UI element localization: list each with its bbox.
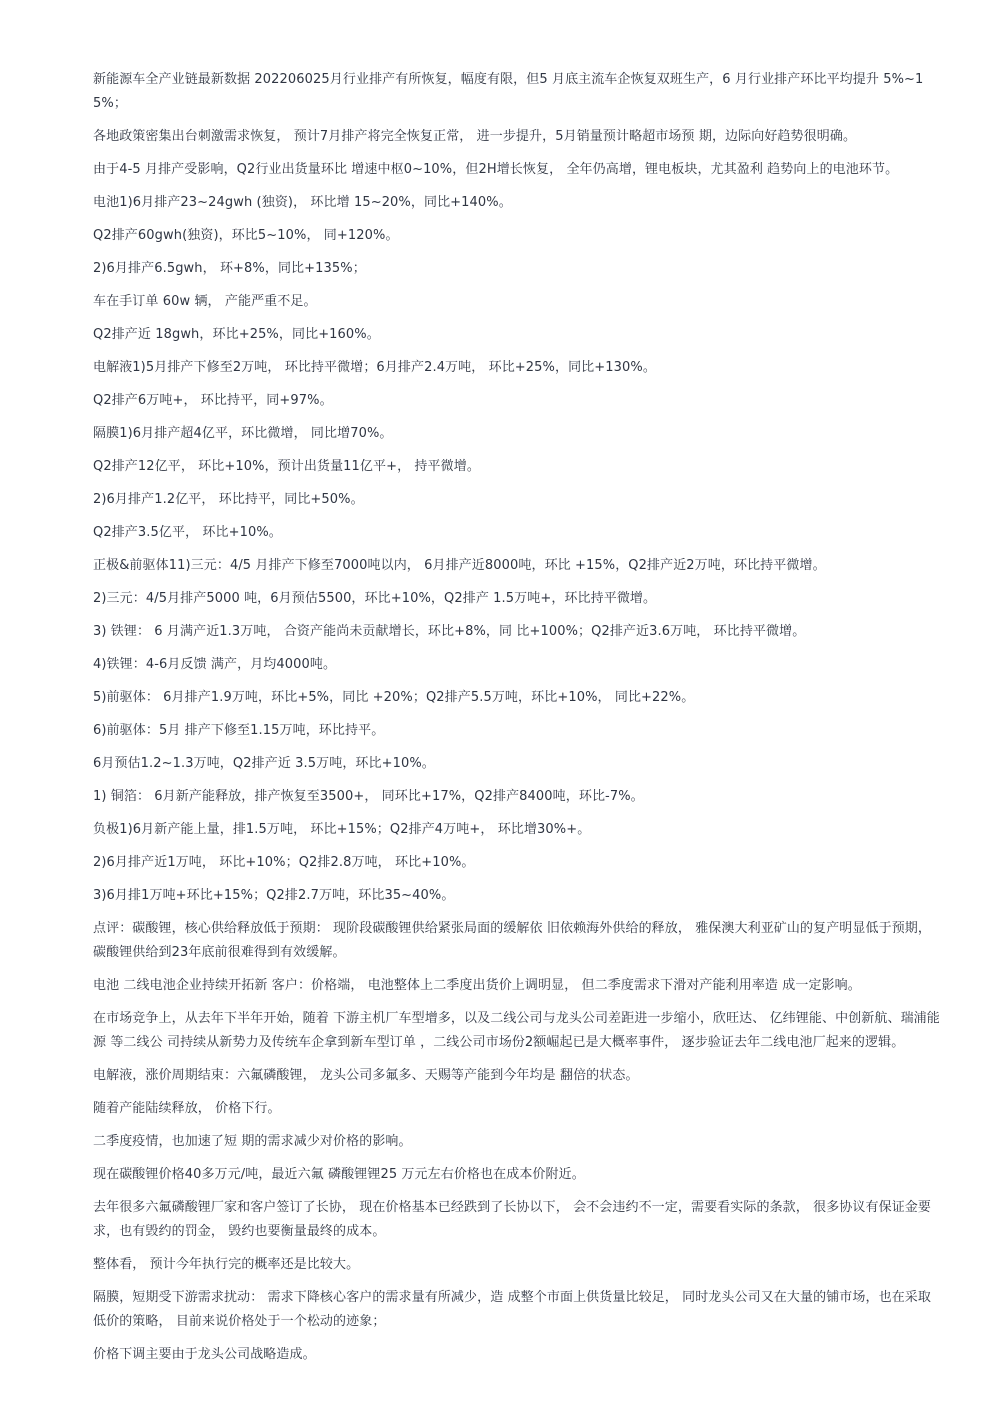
paragraph: 随着产能陆续释放， 价格下行。: [93, 1101, 281, 1116]
document-body: [93, 68, 943, 1376]
paragraph: 5)前驱体： 6月排产1.9万吨，环比+5%，同比 +20%；Q2排产5.5万吨，环比+10%， 同比+22%。: [93, 690, 695, 705]
paragraph: Q2排产12亿平， 环比+10%，预计出货量11亿平+， 持平微增。: [93, 459, 480, 474]
paragraph: 隔膜1)6月排产超4亿平，环比微增， 同比增70%。: [93, 426, 393, 441]
paragraph: Q2排产6万吨+， 环比持平，同+97%。: [93, 393, 333, 408]
paragraph: Q2排产60gwh(独资)，环比5~10%， 同+120%。: [93, 228, 399, 243]
paragraph: 隔膜，短期受下游需求扰动： 需求下降核心客户的需求量有所减少，造 成整个市面上供货量比较足， 同时龙头公司又在大量的铺市场，也在采取低价的策略， 目前来说价格处于一个松动的迹象；: [93, 1290, 931, 1329]
paragraph: 2)6月排产6.5gwh， 环+8%，同比+135%；: [93, 261, 366, 276]
paragraph: 电解液1)5月排产下修至2万吨， 环比持平微增；6月排产2.4万吨， 环比+25%，同比+130%。: [93, 360, 656, 375]
paragraph: 各地政策密集出台刺激需求恢复， 预计7月排产将完全恢复正常， 进一步提升，5月销量预计略超市场预 期，边际向好趋势很明确。: [93, 129, 857, 144]
paragraph: 4)铁锂：4-6月反馈 满产，月均4000吨。: [93, 657, 337, 672]
paragraph: 正极&前驱体11)三元：4/5 月排产下修至7000吨以内， 6月排产近8000吨，环比 +15%，Q2排产近2万吨，环比持平微增。: [93, 558, 826, 573]
paragraph: 点评：碳酸锂，核心供给释放低于预期： 现阶段碳酸锂供给紧张局面的缓解依 旧依赖海外供给的释放， 雅保澳大利亚矿山的复产明显低于预期，碳酸锂供给到23年底前很难得到有效缓解。: [93, 921, 931, 960]
paragraph: 整体看， 预计今年执行完的概率还是比较大。: [93, 1257, 360, 1272]
paragraph: 负极1)6月新产能上量，排1.5万吨， 环比+15%；Q2排产4万吨+， 环比增30%+。: [93, 822, 591, 837]
paragraph: 电池 二线电池企业持续开拓新 客户：价格端， 电池整体上二季度出货价上调明显， 但二季度需求下滑对产能利用率造 成一定影响。: [93, 978, 861, 993]
paragraph: Q2排产3.5亿平， 环比+10%。: [93, 525, 282, 540]
paragraph: 6月预估1.2~1.3万吨，Q2排产近 3.5万吨，环比+10%。: [93, 756, 435, 771]
paragraph: 电解液，涨价周期结束：六氟磷酸锂， 龙头公司多氟多、天赐等产能到今年均是 翻倍的状态。: [93, 1068, 639, 1083]
paragraph: 2)6月排产1.2亿平， 环比持平，同比+50%。: [93, 492, 364, 507]
paragraph: 现在碳酸锂价格40多万元/吨，最近六氟 磷酸锂锂25 万元左右价格也在成本价附近。: [93, 1167, 585, 1182]
paragraph: 价格下调主要由于龙头公司战略造成。: [93, 1347, 316, 1362]
paragraph: 车在手订单 60w 辆， 产能严重不足。: [93, 294, 317, 309]
paragraph: 二季度疫情，也加速了短 期的需求减少对价格的影响。: [93, 1134, 412, 1149]
paragraph: 1) 铜箔： 6月新产能释放，排产恢复至3500+， 同环比+17%，Q2排产8400吨，环比-7%。: [93, 789, 644, 804]
paragraph: 3) 铁锂： 6 月满产近1.3万吨， 合资产能尚未贡献增长，环比+8%，同 比+100%；Q2排产近3.6万吨， 环比持平微增。: [93, 624, 806, 639]
paragraph: 6)前驱体：5月 排产下修至1.15万吨，环比持平。: [93, 723, 385, 738]
paragraph: 在市场竞争上，从去年下半年开始，随着 下游主机厂车型增多，以及二线公司与龙头公司差距进一步缩小，欣旺达、 亿纬锂能、中创新航、瑞浦能源 等二线公 司持续从新势力及传统车企拿到新车型订单 ，二线公司市场份2额崛起已是大概率事件， 逐步验证去年二线电池厂起来的逻辑。: [93, 1011, 940, 1050]
paragraph: 电池1)6月排产23~24gwh (独资)， 环比增 15~20%，同比+140%。: [93, 195, 512, 210]
paragraph: 去年很多六氟磷酸锂厂家和客户签订了长协， 现在价格基本已经跌到了长协以下， 会不会违约不一定，需要看实际的条款， 很多协议有保证金要求，也有毁约的罚金， 毁约也要衡量最终的成本。: [93, 1200, 931, 1239]
paragraph: Q2排产近 18gwh，环比+25%，同比+160%。: [93, 327, 380, 342]
paragraph: 2)6月排产近1万吨， 环比+10%；Q2排2.8万吨， 环比+10%。: [93, 855, 475, 870]
paragraph: 由于4-5 月排产受影响，Q2行业出货量环比 增速中枢0~10%，但2H增长恢复， 全年仍高增，锂电板块，尤其盈利 趋势向上的电池环节。: [93, 162, 899, 177]
paragraph: 新能源车全产业链最新数据 202206025月行业排产有所恢复，幅度有限，但5 月底主流车企恢复双班生产，6 月行业排产环比平均提升 5%~15%；: [93, 72, 924, 111]
paragraph: 2)三元：4/5月排产5000 吨，6月预估5500，环比+10%，Q2排产 1.5万吨+，环比持平微增。: [93, 591, 657, 606]
paragraph: 3)6月排1万吨+环比+15%；Q2排2.7万吨，环比35~40%。: [93, 888, 455, 903]
